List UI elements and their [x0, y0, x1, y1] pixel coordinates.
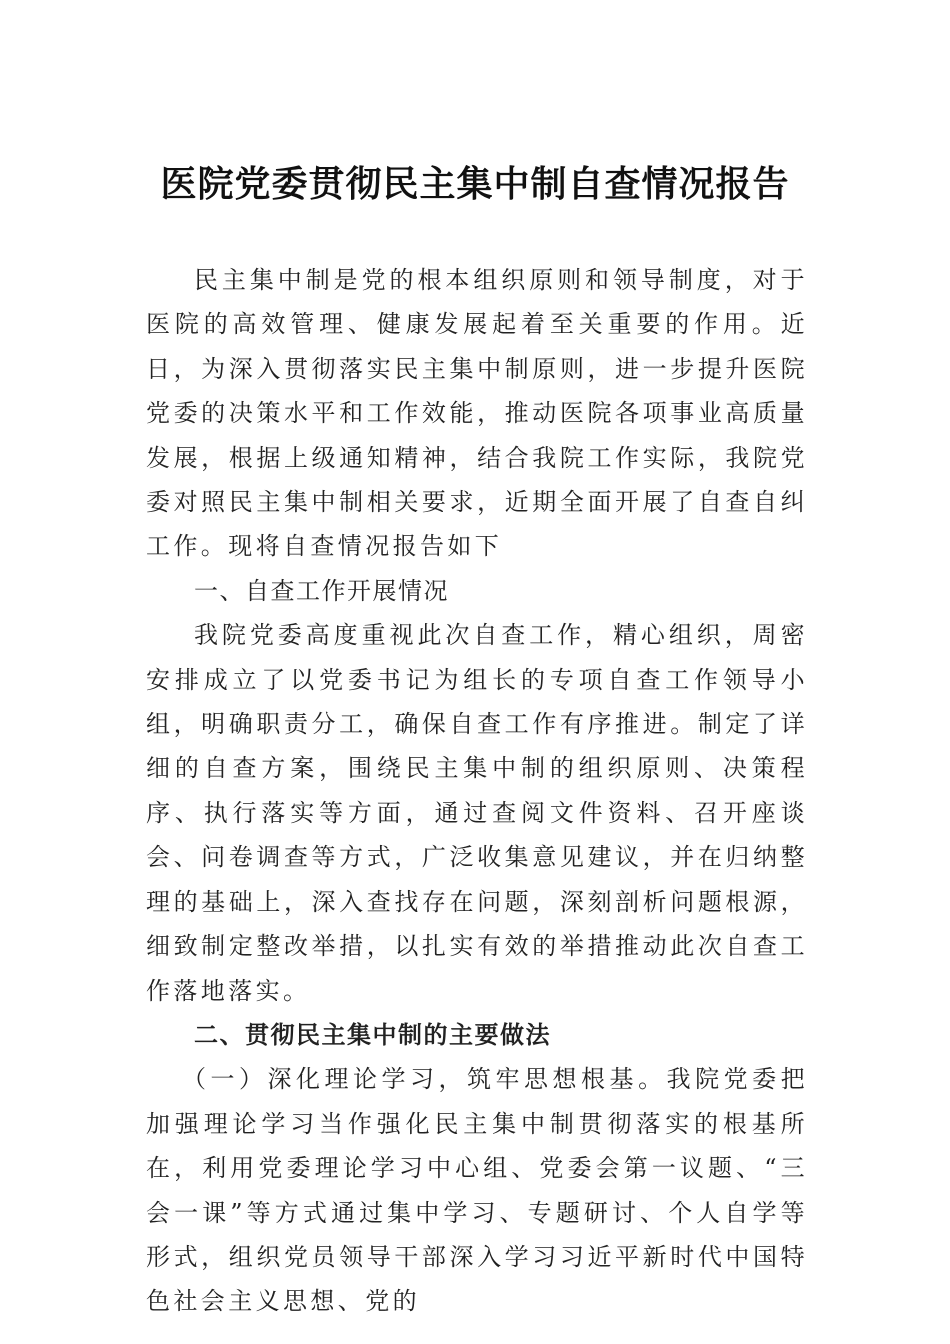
intro-paragraph: 民主集中制是党的根本组织原则和领导制度，对于医院的高效管理、健康发展起着至关重要的作用。近日，为深入贯彻落实民主集中制原则，进一步提升医院党委的决策水平和工作效能，推动医院各项事业高质量发展，根据上级通知精神，结合我院工作实际，我院党委对照民主集中制相关要求，近期全面开展了自查自纠工作。现将自查情况报告如下	[146, 266, 808, 561]
section-2-heading: 二、贯彻民主集中制的主要做法	[194, 1020, 551, 1049]
section-1-heading: 一、自查工作开展情况	[194, 576, 449, 605]
document-title: 医院党委贯彻民主集中制自查情况报告	[160, 163, 790, 205]
document-body	[146, 258, 808, 1324]
section-2-paragraph: （一）深化理论学习，筑牢思想根基。我院党委把加强理论学习当作强化民主集中制贯彻落实的根基所在，利用党委理论学习中心组、党委会第一议题、“三会一课”等方式通过集中学习、专题研讨、个人自学等形式，组织党员领导干部深入学习习近平新时代中国特色社会主义思想、党的	[146, 1065, 808, 1316]
section-1-paragraph: 我院党委高度重视此次自查工作，精心组织，周密安排成立了以党委书记为组长的专项自查工作领导小组，明确职责分工，确保自查工作有序推进。制定了详细的自查方案，围绕民主集中制的组织原则、决策程序、执行落实等方面，通过查阅文件资料、召开座谈会、问卷调查等方式，广泛收集意见建议，并在归纳整理的基础上，深入查找存在问题，深刻剖析问题根源，细致制定整改举措，以扎实有效的举措推动此次自查工作落地落实。	[146, 621, 808, 1005]
